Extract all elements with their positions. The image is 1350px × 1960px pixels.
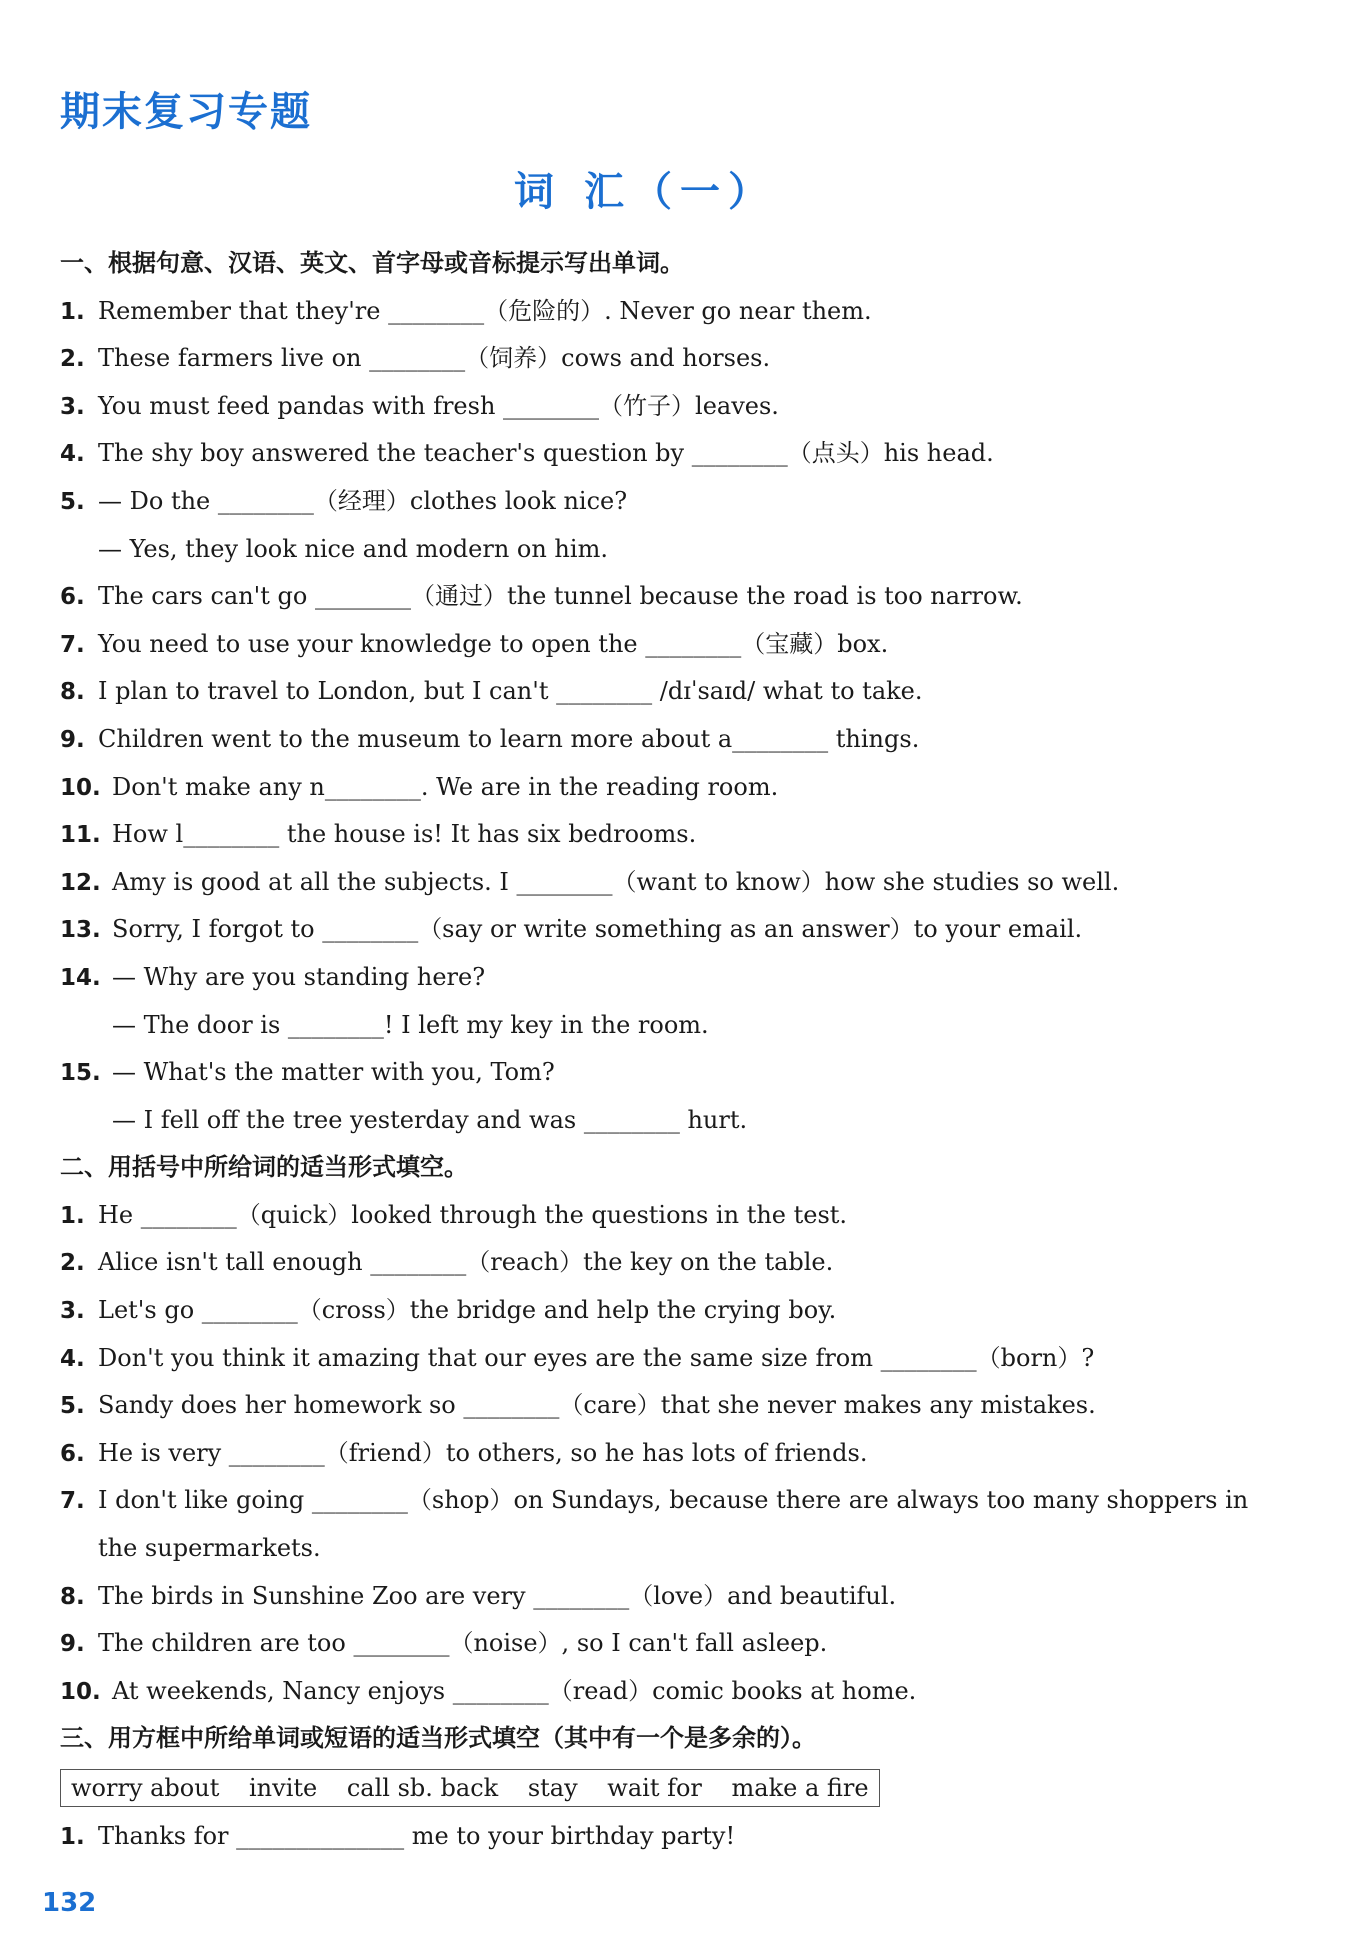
- question-text: — What's the matter with you, Tom?: [112, 1058, 555, 1087]
- question-number: 6.: [60, 1440, 85, 1467]
- question-text: — Why are you standing here?: [112, 962, 486, 991]
- question-line: [60, 1430, 1260, 1478]
- question-text: Amy is good at all the subjects. I ________（want to know）how she studies so well.: [112, 867, 1120, 896]
- question-text: Don't you think it amazing that our eyes are the same size from ________（born）?: [98, 1343, 1095, 1372]
- question-line: [60, 1477, 1260, 1525]
- question-text: — Yes, they look nice and modern on him.: [98, 534, 608, 563]
- question-text: The shy boy answered the teacher's question by ________（点头）his head.: [98, 439, 994, 468]
- word-bank-item: make a fire: [731, 1774, 869, 1802]
- question-text: These farmers live on ________（饲养）cows and horses.: [98, 344, 771, 373]
- question-number: 4.: [60, 441, 85, 468]
- question-number: 3.: [60, 1298, 85, 1325]
- question-text: Don't make any n________. We are in the reading room.: [112, 772, 779, 801]
- question-line: [60, 1668, 1260, 1716]
- question-continuation: [60, 526, 1260, 574]
- question-number: 5.: [60, 1393, 85, 1420]
- question-number: 8.: [60, 1583, 85, 1610]
- question-number: 9.: [60, 726, 85, 753]
- question-continuation: [60, 1002, 1260, 1050]
- question-line: [60, 1382, 1260, 1430]
- question-line: [60, 621, 1260, 669]
- question-number: 3.: [60, 393, 85, 420]
- question-number: 10.: [60, 1678, 101, 1705]
- question-number: 1.: [60, 1202, 85, 1229]
- question-text: You need to use your knowledge to open the ________（宝藏）box.: [98, 629, 889, 658]
- question-text: The cars can't go ________（通过）the tunnel because the road is too narrow.: [98, 582, 1023, 611]
- question-text: the supermarkets.: [98, 1534, 321, 1563]
- question-line: [60, 1813, 1260, 1861]
- question-line: [60, 1620, 1260, 1668]
- question-number: 2.: [60, 1250, 85, 1277]
- question-text: At weekends, Nancy enjoys ________（read）comic books at home.: [112, 1676, 917, 1705]
- question-line: [60, 668, 1260, 716]
- word-bank-item: wait for: [607, 1774, 702, 1802]
- question-text: Sorry, I forgot to ________（say or write something as an answer）to your email.: [112, 915, 1083, 944]
- question-text: He is very ________（friend）to others, so he has lots of friends.: [98, 1438, 868, 1467]
- word-bank-item: invite: [249, 1774, 318, 1802]
- question-text: You must feed pandas with fresh ________（竹子）leaves.: [98, 391, 779, 420]
- worksheet-content: [60, 240, 1260, 1861]
- question-number: 4.: [60, 1345, 85, 1372]
- question-line: [60, 1335, 1260, 1383]
- question-text: — Do the ________（经理）clothes look nice?: [98, 486, 628, 515]
- question-text: I don't like going ________（shop）on Sundays, because there are always too many shoppers in: [98, 1486, 1249, 1515]
- question-line: [60, 859, 1260, 907]
- question-line: [60, 1287, 1260, 1335]
- question-line: [60, 716, 1260, 764]
- page-number: 132: [42, 1888, 97, 1918]
- question-line: [60, 383, 1260, 431]
- word-bank-item: call sb. back: [346, 1774, 499, 1802]
- question-number: 2.: [60, 346, 85, 373]
- question-text: — The door is ________! I left my key in the room.: [112, 1010, 709, 1039]
- question-text: Let's go ________（cross）the bridge and help the crying boy.: [98, 1296, 837, 1325]
- question-line: [60, 335, 1260, 383]
- question-text: I plan to travel to London, but I can't ________ /dɪˈsaɪd/ what to take.: [98, 677, 923, 706]
- header-title: 期末复习专题: [60, 89, 312, 135]
- question-number: 13.: [60, 917, 101, 944]
- question-number: 14.: [60, 964, 101, 991]
- question-line: [60, 1573, 1260, 1621]
- question-number: 11.: [60, 822, 101, 849]
- question-line: [60, 906, 1260, 954]
- word-bank-box: [60, 1769, 880, 1807]
- question-text: — I fell off the tree yesterday and was ________ hurt.: [112, 1105, 748, 1134]
- question-continuation: [60, 1525, 1260, 1573]
- word-bank-item: stay: [527, 1774, 578, 1802]
- question-text: Children went to the museum to learn more about a________ things.: [98, 724, 920, 753]
- question-number: 7.: [60, 1488, 85, 1515]
- question-text: Remember that they're ________（危险的）. Never go near them.: [98, 296, 872, 325]
- question-number: 1.: [60, 1824, 85, 1850]
- question-line: [60, 573, 1260, 621]
- document-title: 词 汇（一）: [514, 168, 776, 215]
- question-number: 9.: [60, 1631, 85, 1658]
- question-number: 12.: [60, 869, 101, 896]
- question-number: 8.: [60, 679, 85, 706]
- section-1-heading: 一、根据句意、汉语、英文、首字母或音标提示写出单词。: [60, 249, 684, 277]
- question-number: 15.: [60, 1060, 101, 1087]
- question-text: Alice isn't tall enough ________（reach）the key on the table.: [98, 1248, 834, 1277]
- question-number: 6.: [60, 584, 85, 611]
- question-line: [60, 478, 1260, 526]
- question-line: [60, 1192, 1260, 1240]
- question-line: [60, 1049, 1260, 1097]
- question-number: 10.: [60, 774, 101, 801]
- question-number: 1.: [60, 298, 85, 325]
- question-line: [60, 764, 1260, 812]
- question-continuation: [60, 1097, 1260, 1145]
- section-3-heading: 三、用方框中所给单词或短语的适当形式填空（其中有一个是多余的）。: [60, 1724, 816, 1753]
- word-bank-item: worry about: [71, 1774, 220, 1802]
- question-line: [60, 954, 1260, 1002]
- question-text: He ________（quick）looked through the questions in the test.: [98, 1200, 848, 1229]
- question-text: Thanks for ______________ me to your birthday party!: [98, 1822, 736, 1850]
- question-number: 7.: [60, 631, 85, 658]
- question-line: [60, 430, 1260, 478]
- section-2-heading: 二、用括号中所给词的适当形式填空。: [60, 1153, 468, 1182]
- question-line: [60, 811, 1260, 859]
- question-number: 5.: [60, 488, 85, 515]
- question-text: How l________ the house is! It has six bedrooms.: [112, 820, 697, 849]
- question-line: [60, 1239, 1260, 1287]
- question-text: The birds in Sunshine Zoo are very ________（love）and beautiful.: [98, 1581, 897, 1610]
- question-text: Sandy does her homework so ________（care）that she never makes any mistakes.: [98, 1391, 1096, 1420]
- question-text: The children are too ________（noise）, so I can't fall asleep.: [98, 1629, 828, 1658]
- question-line: [60, 288, 1260, 336]
